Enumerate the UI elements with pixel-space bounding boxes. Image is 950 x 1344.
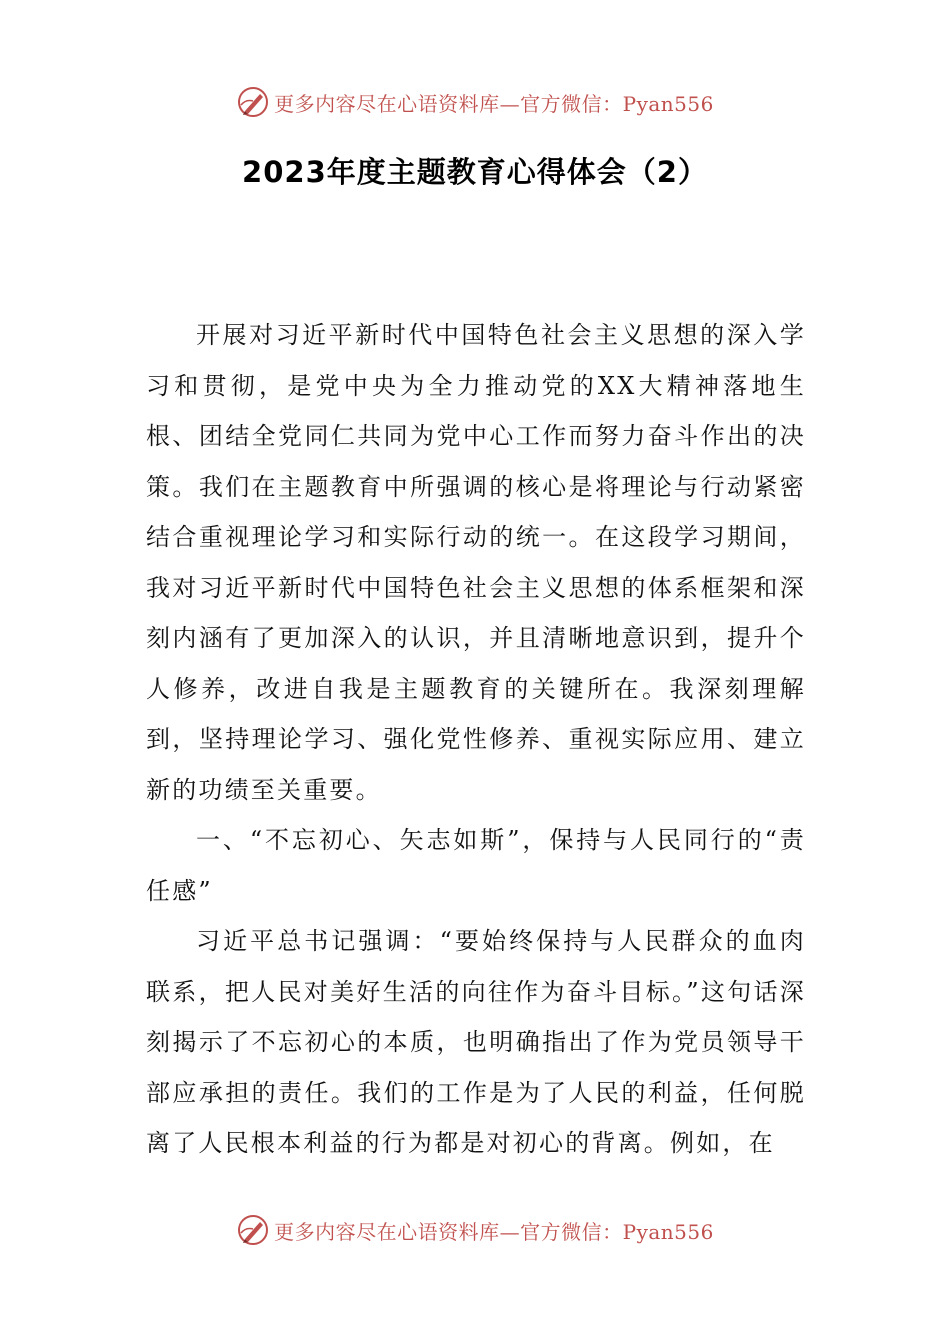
document-body: [146, 310, 806, 1169]
banner-text: 更多内容尽在心语资料库—官方微信：Pyan556: [274, 1219, 714, 1244]
document-title: 2023年度主题教育心得体会（2）: [242, 155, 708, 189]
section-heading-1: 一、“不忘初心、矢志如斯”，保持与人民同行的“责任感”: [146, 826, 806, 905]
banner-text: 更多内容尽在心语资料库—官方微信：Pyan556: [274, 91, 714, 116]
pen-logo-icon: [236, 1213, 270, 1247]
paragraph-intro: 开展对习近平新时代中国特色社会主义思想的深入学习和贯彻，是党中央为全力推动党的XX大精神落地生根、团结全党同仁共同为党中心工作而努力奋斗作出的决策。我们在主题教育中所强调的核心是将理论与行动紧密结合重视理论学习和实际行动的统一。在这段学习期间，我对习近平新时代中国特色社会主义思想的体系框架和深刻内涵有了更加深入的认识，并且清晰地意识到，提升个人修养，改进自我是主题教育的关键所在。我深刻理解到，坚持理论学习、强化党性修养、重视实际应用、建立新的功绩至关重要。: [146, 321, 806, 804]
footer-banner: [0, 1210, 950, 1250]
pen-logo-icon: [236, 85, 270, 119]
paragraph-section-1: 习近平总书记强调：“要始终保持与人民群众的血肉联系，把人民对美好生活的向往作为奋斗目标。”这句话深刻揭示了不忘初心的本质，也明确指出了作为党员领导干部应承担的责任。我们的工作是为了人民的利益，任何脱离了人民根本利益的行为都是对初心的背离。例如，在: [146, 927, 806, 1157]
header-banner: [0, 82, 950, 122]
